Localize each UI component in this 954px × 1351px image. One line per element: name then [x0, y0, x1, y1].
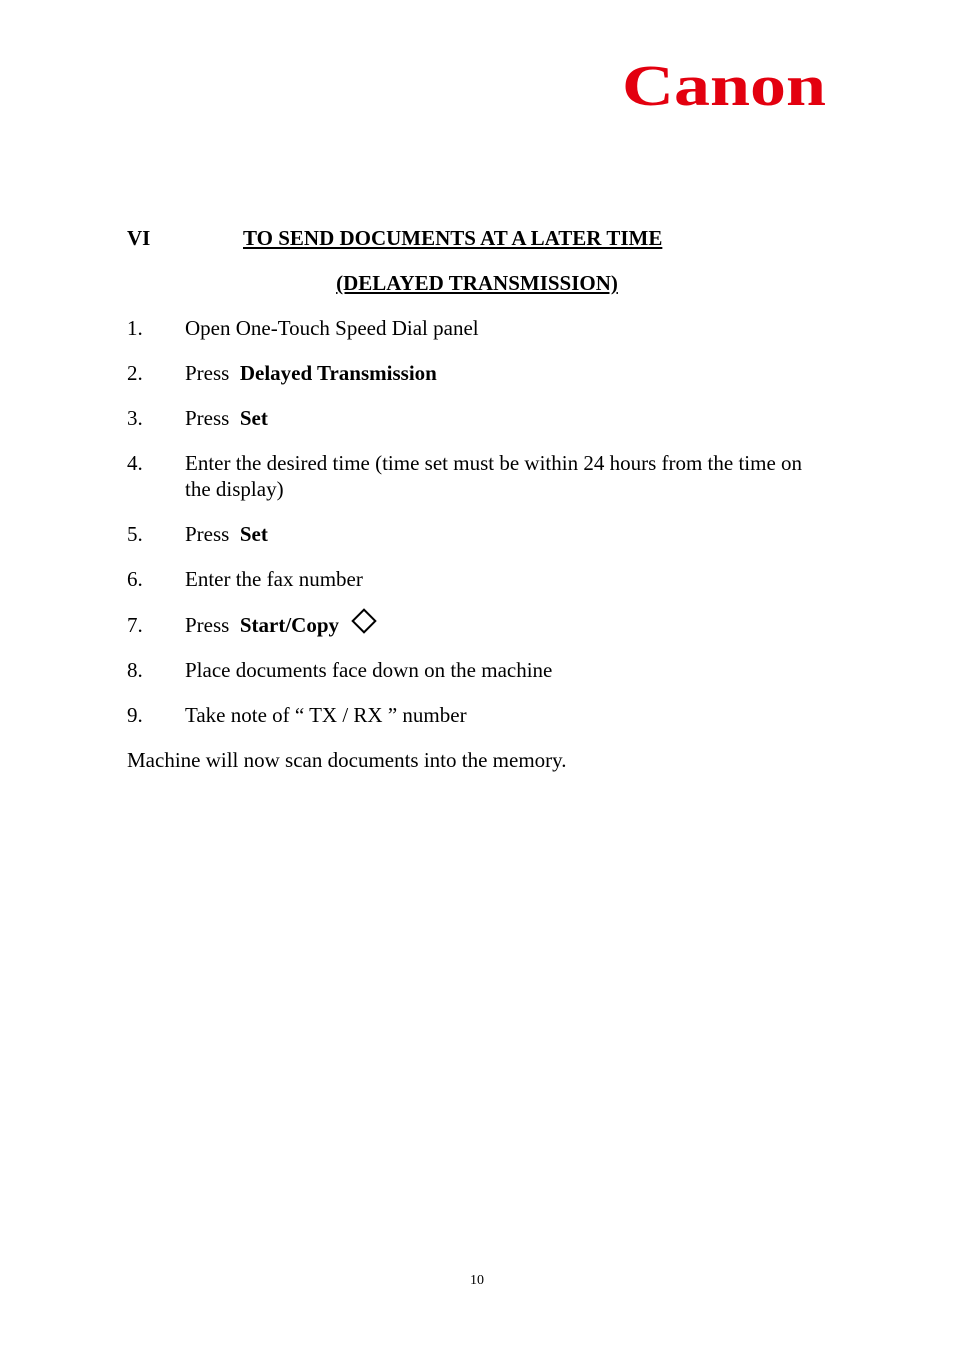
section-title: TO SEND DOCUMENTS AT A LATER TIME	[243, 226, 663, 250]
step-number: 9.	[127, 703, 143, 727]
step-number: 1.	[127, 316, 143, 340]
step-prefix: Press	[185, 361, 230, 385]
canon-logo-graphic	[620, 56, 830, 116]
svg-text:Canon: Canon	[622, 56, 826, 116]
step-text	[185, 521, 805, 547]
step-text: Open One-Touch Speed Dial panel	[185, 316, 479, 340]
step-number: 4.	[127, 451, 143, 475]
step-key-label: Set	[239, 522, 268, 546]
diamond-icon	[351, 608, 376, 633]
section-number: VI	[127, 226, 151, 250]
step-key-label: Delayed Transmission	[239, 361, 437, 385]
step-text: Place documents face down on the machine	[185, 658, 553, 682]
step-number: 6.	[127, 567, 143, 591]
step-text	[185, 405, 805, 431]
step-key-label: Start/Copy	[239, 613, 340, 637]
step-number: 3.	[127, 406, 143, 430]
step-text: Enter the fax number	[185, 567, 363, 591]
step-text: Enter the desired time (time set must be within 24 hours from the time on the display)	[185, 451, 803, 501]
step-text	[185, 612, 805, 638]
step-prefix: Press	[185, 613, 230, 637]
step-key-label: Set	[239, 406, 268, 430]
closing-note: Machine will now scan documents into the memory.	[127, 748, 567, 772]
canon-logo	[620, 56, 830, 116]
step-number: 5.	[127, 522, 143, 546]
section-subtitle: (DELAYED TRANSMISSION)	[336, 271, 618, 295]
step-prefix: Press	[185, 522, 230, 546]
step-text	[185, 360, 805, 386]
step-number: 8.	[127, 658, 143, 682]
step-text: Take note of “ TX / RX ” number	[185, 703, 467, 727]
step-number: 2.	[127, 361, 143, 385]
page-number: 10	[470, 1273, 484, 1288]
step-prefix: Press	[185, 406, 230, 430]
step-number: 7.	[127, 613, 143, 637]
